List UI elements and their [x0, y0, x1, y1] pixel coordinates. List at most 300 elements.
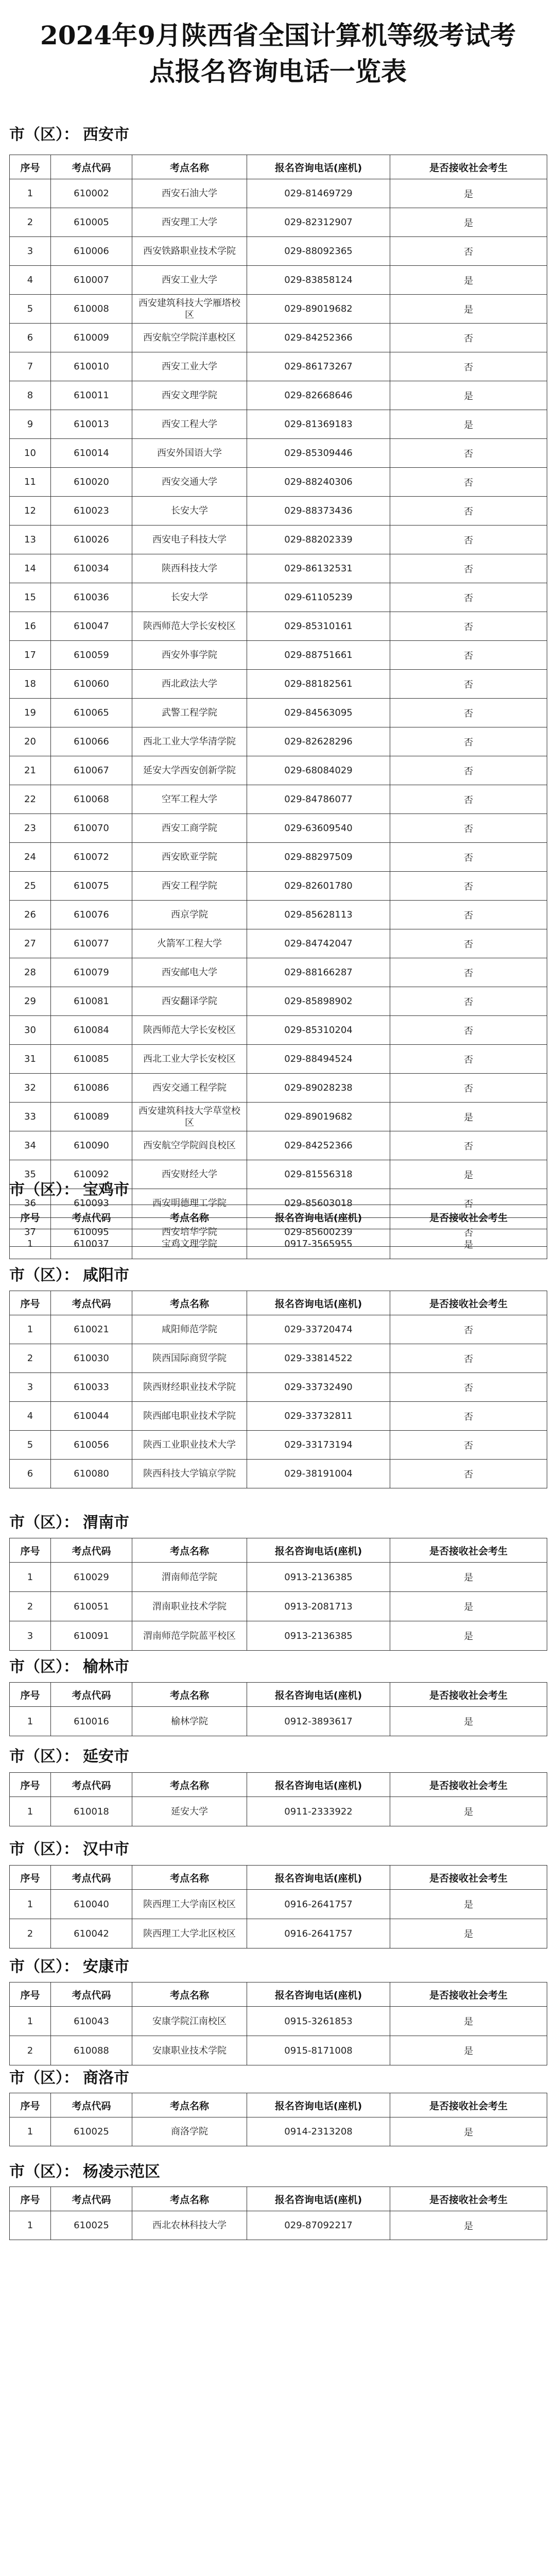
table-row [10, 641, 547, 670]
cell-phone: 029-61105239 [247, 583, 390, 612]
cell-code: 610086 [51, 1074, 132, 1103]
table-row [10, 987, 547, 1016]
cell-code: 610090 [51, 1131, 132, 1160]
cell-code: 610051 [51, 1592, 132, 1621]
cell-seq: 33 [10, 1103, 51, 1131]
header-seq: 序号 [10, 1982, 51, 2007]
cell-accept: 是 [390, 295, 547, 324]
cell-seq: 14 [10, 554, 51, 583]
city-name: 咸阳市 [83, 1266, 129, 1284]
cell-name: 西安交通大学 [132, 468, 247, 497]
exam-site-table [9, 1538, 547, 1651]
city-label-prefix: 市（区）： [9, 1181, 79, 1199]
cell-accept: 否 [390, 699, 547, 727]
cell-name: 西安建筑科技大学草堂校区 [132, 1103, 247, 1131]
cell-accept: 否 [390, 1344, 547, 1373]
cell-code: 610043 [51, 2007, 132, 2036]
cell-accept: 是 [390, 1592, 547, 1621]
table-row [10, 756, 547, 785]
cell-accept: 否 [390, 1431, 547, 1460]
cell-code: 610060 [51, 670, 132, 699]
cell-accept: 否 [390, 1074, 547, 1103]
cell-accept: 否 [390, 1218, 547, 1247]
cell-code: 610067 [51, 756, 132, 785]
cell-name: 西安外国语大学 [132, 439, 247, 468]
cell-code: 610018 [51, 1797, 132, 1826]
header-code: 考点代码 [51, 1538, 132, 1563]
header-seq: 序号 [10, 155, 51, 179]
cell-seq: 13 [10, 526, 51, 554]
cell-phone: 029-84252366 [247, 324, 390, 352]
cell-phone: 029-33732490 [247, 1373, 390, 1402]
cell-code: 610044 [51, 1402, 132, 1431]
exam-site-table [9, 1982, 547, 2065]
cell-name: 西北工业大学长安校区 [132, 1045, 247, 1074]
header-accept: 是否接收社会考生 [390, 2187, 547, 2211]
cell-code: 610008 [51, 295, 132, 324]
exam-site-table [9, 1205, 547, 1259]
table-header-row [10, 1982, 547, 2007]
table-row [10, 1431, 547, 1460]
cell-code: 610010 [51, 352, 132, 381]
table-row [10, 468, 547, 497]
city-label [9, 1954, 129, 1976]
city-label-prefix: 市（区）： [9, 2163, 79, 2181]
table-row [10, 2117, 547, 2146]
cell-phone: 029-88092365 [247, 237, 390, 266]
table-header-row [10, 1205, 547, 1229]
cell-name: 西安明德理工学院 [132, 1189, 247, 1218]
cell-name: 陕西财经职业技术学院 [132, 1373, 247, 1402]
cell-name: 延安大学西安创新学院 [132, 756, 247, 785]
cell-phone: 029-88494524 [247, 1045, 390, 1074]
cell-seq: 23 [10, 814, 51, 843]
header-code: 考点代码 [51, 1205, 132, 1229]
cell-code: 610080 [51, 1460, 132, 1488]
cell-accept: 否 [390, 814, 547, 843]
cell-seq: 5 [10, 295, 51, 324]
cell-accept: 是 [390, 1919, 547, 1948]
cell-name: 西安铁路职业技术学院 [132, 237, 247, 266]
table-header-row [10, 155, 547, 179]
table-header-row [10, 1291, 547, 1315]
header-accept: 是否接收社会考生 [390, 1683, 547, 1707]
cell-seq: 16 [10, 612, 51, 641]
cell-phone: 029-33814522 [247, 1344, 390, 1373]
cell-accept: 否 [390, 1131, 547, 1160]
header-name: 考点名称 [132, 1683, 247, 1707]
cell-seq: 35 [10, 1160, 51, 1189]
cell-accept: 否 [390, 843, 547, 872]
cell-seq: 6 [10, 1460, 51, 1488]
cell-seq: 8 [10, 381, 51, 410]
table-row [10, 1344, 547, 1373]
cell-name: 西安电子科技大学 [132, 526, 247, 554]
table-row [10, 2007, 547, 2036]
cell-name: 西安理工大学 [132, 208, 247, 237]
city-label-prefix: 市（区）： [9, 1748, 79, 1766]
header-code: 考点代码 [51, 2093, 132, 2117]
table-header-row [10, 2187, 547, 2211]
header-phone: 报名咨询电话(座机) [247, 1982, 390, 2007]
cell-seq: 1 [10, 1563, 51, 1592]
cell-seq: 17 [10, 641, 51, 670]
header-phone: 报名咨询电话(座机) [247, 155, 390, 179]
cell-seq: 3 [10, 1621, 51, 1651]
cell-name: 西安文理学院 [132, 381, 247, 410]
cell-accept: 是 [390, 1160, 547, 1189]
cell-seq: 20 [10, 727, 51, 756]
cell-accept: 否 [390, 1315, 547, 1344]
table-row [10, 872, 547, 901]
cell-code: 610077 [51, 929, 132, 958]
city-label-prefix: 市（区）： [9, 2069, 79, 2087]
cell-accept: 否 [390, 670, 547, 699]
exam-site-table [9, 1772, 547, 1826]
exam-site-table [9, 2187, 547, 2240]
cell-name: 西安邮电大学 [132, 958, 247, 987]
cell-phone: 0917-3565955 [247, 1229, 390, 1259]
header-name: 考点名称 [132, 1205, 247, 1229]
cell-name: 安康学院江南校区 [132, 2007, 247, 2036]
cell-phone: 029-33720474 [247, 1315, 390, 1344]
cell-name: 西安培华学院 [132, 1218, 247, 1247]
table-row [10, 583, 547, 612]
header-seq: 序号 [10, 1683, 51, 1707]
cell-phone: 029-88202339 [247, 526, 390, 554]
cell-seq: 3 [10, 1373, 51, 1402]
cell-code: 610076 [51, 901, 132, 929]
cell-code: 610025 [51, 2117, 132, 2146]
cell-seq: 34 [10, 1131, 51, 1160]
header-name: 考点名称 [132, 1866, 247, 1890]
table-row [10, 1402, 547, 1431]
cell-phone: 029-82601780 [247, 872, 390, 901]
city-label-prefix: 市（区）： [9, 1958, 79, 1976]
table-row [10, 612, 547, 641]
cell-accept: 是 [390, 2007, 547, 2036]
cell-accept: 否 [390, 612, 547, 641]
table-row [10, 439, 547, 468]
city-name: 安康市 [83, 1958, 129, 1976]
cell-name: 西京学院 [132, 901, 247, 929]
cell-accept: 是 [390, 2211, 547, 2240]
cell-name: 榆林学院 [132, 1707, 247, 1736]
header-seq: 序号 [10, 2187, 51, 2211]
cell-seq: 1 [10, 1229, 51, 1259]
cell-name: 延安大学 [132, 1797, 247, 1826]
cell-phone: 0913-2136385 [247, 1563, 390, 1592]
cell-phone: 029-86173267 [247, 352, 390, 381]
header-seq: 序号 [10, 1866, 51, 1890]
cell-name: 武警工程学院 [132, 699, 247, 727]
cell-code: 610042 [51, 1919, 132, 1948]
table-row [10, 1373, 547, 1402]
cell-accept: 否 [390, 929, 547, 958]
cell-name: 西安航空学院阎良校区 [132, 1131, 247, 1160]
cell-seq: 4 [10, 266, 51, 295]
table-row [10, 352, 547, 381]
city-name: 汉中市 [83, 1840, 129, 1858]
header-phone: 报名咨询电话(座机) [247, 1205, 390, 1229]
cell-accept: 否 [390, 901, 547, 929]
cell-code: 610068 [51, 785, 132, 814]
table-row [10, 1229, 547, 1259]
cell-name: 西安财经大学 [132, 1160, 247, 1189]
cell-phone: 029-88182561 [247, 670, 390, 699]
title-line-2: 点报名咨询电话一览表 [149, 56, 407, 87]
cell-accept: 是 [390, 2036, 547, 2065]
cell-seq: 32 [10, 1074, 51, 1103]
header-name: 考点名称 [132, 1982, 247, 2007]
cell-name: 长安大学 [132, 583, 247, 612]
cell-name: 商洛学院 [132, 2117, 247, 2146]
cell-accept: 是 [390, 1890, 547, 1919]
header-phone: 报名咨询电话(座机) [247, 1683, 390, 1707]
header-phone: 报名咨询电话(座机) [247, 2093, 390, 2117]
table-row [10, 843, 547, 872]
cell-accept: 是 [390, 208, 547, 237]
cell-phone: 029-85310204 [247, 1016, 390, 1045]
table-row [10, 929, 547, 958]
cell-phone: 029-82668646 [247, 381, 390, 410]
cell-code: 610021 [51, 1315, 132, 1344]
header-code: 考点代码 [51, 1773, 132, 1797]
cell-seq: 12 [10, 497, 51, 526]
cell-phone: 029-89028238 [247, 1074, 390, 1103]
cell-code: 610066 [51, 727, 132, 756]
table-row [10, 785, 547, 814]
table-header-row [10, 1683, 547, 1707]
city-name: 杨凌示范区 [83, 2163, 160, 2181]
city-name: 榆林市 [83, 1658, 129, 1676]
cell-accept: 否 [390, 554, 547, 583]
cell-accept: 是 [390, 1563, 547, 1592]
cell-name: 西北政法大学 [132, 670, 247, 699]
table-row [10, 1563, 547, 1592]
table-row [10, 1460, 547, 1488]
cell-code: 610079 [51, 958, 132, 987]
cell-code: 610092 [51, 1160, 132, 1189]
header-code: 考点代码 [51, 1683, 132, 1707]
table-row [10, 699, 547, 727]
cell-code: 610007 [51, 266, 132, 295]
cell-name: 陕西科技大学 [132, 554, 247, 583]
cell-accept: 是 [390, 2117, 547, 2146]
cell-phone: 029-89019682 [247, 295, 390, 324]
cell-accept: 否 [390, 497, 547, 526]
cell-phone: 029-85898902 [247, 987, 390, 1016]
cell-phone: 0913-2136385 [247, 1621, 390, 1651]
cell-code: 610002 [51, 179, 132, 208]
exam-site-table [9, 1865, 547, 1948]
cell-seq: 22 [10, 785, 51, 814]
cell-seq: 1 [10, 179, 51, 208]
cell-seq: 25 [10, 872, 51, 901]
title-line-1: 2024年9月陕西省全国计算机等级考试考 [40, 20, 516, 50]
exam-site-table [9, 155, 547, 1247]
cell-phone: 029-88166287 [247, 958, 390, 987]
cell-code: 610016 [51, 1707, 132, 1736]
header-seq: 序号 [10, 1291, 51, 1315]
cell-seq: 1 [10, 2007, 51, 2036]
cell-code: 610029 [51, 1563, 132, 1592]
cell-seq: 2 [10, 1919, 51, 1948]
header-name: 考点名称 [132, 2093, 247, 2117]
cell-phone: 029-85603018 [247, 1189, 390, 1218]
city-label [9, 1836, 129, 1859]
table-row [10, 179, 547, 208]
cell-seq: 30 [10, 1016, 51, 1045]
table-row [10, 1621, 547, 1651]
cell-seq: 1 [10, 1890, 51, 1919]
cell-name: 西安航空学院洋惠校区 [132, 324, 247, 352]
cell-name: 西安交通工程学院 [132, 1074, 247, 1103]
cell-code: 610040 [51, 1890, 132, 1919]
cell-name: 咸阳师范学院 [132, 1315, 247, 1344]
cell-name: 长安大学 [132, 497, 247, 526]
cell-phone: 029-88373436 [247, 497, 390, 526]
cell-seq: 37 [10, 1218, 51, 1247]
header-accept: 是否接收社会考生 [390, 1538, 547, 1563]
cell-phone: 029-82628296 [247, 727, 390, 756]
header-seq: 序号 [10, 1538, 51, 1563]
table-row [10, 814, 547, 843]
cell-phone: 0912-3893617 [247, 1707, 390, 1736]
table-row [10, 381, 547, 410]
table-row [10, 1016, 547, 1045]
table-row [10, 670, 547, 699]
cell-name: 西安工程学院 [132, 872, 247, 901]
cell-accept: 否 [390, 1045, 547, 1074]
cell-code: 610075 [51, 872, 132, 901]
cell-phone: 029-33732811 [247, 1402, 390, 1431]
cell-phone: 029-88751661 [247, 641, 390, 670]
city-label [9, 1654, 129, 1676]
table-header-row [10, 1538, 547, 1563]
cell-accept: 否 [390, 987, 547, 1016]
cell-accept: 否 [390, 727, 547, 756]
cell-phone: 029-81469729 [247, 179, 390, 208]
cell-seq: 31 [10, 1045, 51, 1074]
table-row [10, 901, 547, 929]
header-accept: 是否接收社会考生 [390, 2093, 547, 2117]
cell-code: 610081 [51, 987, 132, 1016]
city-name: 商洛市 [83, 2069, 129, 2087]
header-accept: 是否接收社会考生 [390, 1291, 547, 1315]
cell-accept: 否 [390, 958, 547, 987]
city-label [9, 1510, 129, 1532]
cell-code: 610065 [51, 699, 132, 727]
table-row [10, 208, 547, 237]
cell-seq: 11 [10, 468, 51, 497]
city-name: 延安市 [83, 1748, 129, 1766]
city-label [9, 1177, 129, 1199]
cell-seq: 1 [10, 2211, 51, 2240]
cell-seq: 10 [10, 439, 51, 468]
cell-code: 610033 [51, 1373, 132, 1402]
cell-seq: 7 [10, 352, 51, 381]
cell-accept: 否 [390, 756, 547, 785]
cell-code: 610034 [51, 554, 132, 583]
cell-phone: 029-84252366 [247, 1131, 390, 1160]
cell-name: 渭南师范学院蓝平校区 [132, 1621, 247, 1651]
city-label [9, 2065, 129, 2088]
table-row [10, 1131, 547, 1160]
cell-phone: 0913-2081713 [247, 1592, 390, 1621]
cell-code: 610005 [51, 208, 132, 237]
cell-name: 陕西理工大学南区校区 [132, 1890, 247, 1919]
cell-name: 西安欧亚学院 [132, 843, 247, 872]
cell-phone: 0916-2641757 [247, 1890, 390, 1919]
table-header-row [10, 1773, 547, 1797]
cell-phone: 029-81369183 [247, 410, 390, 439]
table-row [10, 2211, 547, 2240]
exam-site-table [9, 2093, 547, 2146]
cell-code: 610091 [51, 1621, 132, 1651]
city-label-prefix: 市（区）： [9, 1266, 79, 1284]
table-row [10, 237, 547, 266]
header-phone: 报名咨询电话(座机) [247, 1866, 390, 1890]
cell-seq: 2 [10, 208, 51, 237]
cell-code: 610013 [51, 410, 132, 439]
table-row [10, 526, 547, 554]
cell-seq: 5 [10, 1431, 51, 1460]
cell-name: 西安工业大学 [132, 266, 247, 295]
cell-phone: 0915-8171008 [247, 2036, 390, 2065]
cell-phone: 029-88240306 [247, 468, 390, 497]
cell-accept: 否 [390, 324, 547, 352]
cell-name: 西安工业大学 [132, 352, 247, 381]
cell-accept: 否 [390, 439, 547, 468]
header-phone: 报名咨询电话(座机) [247, 1773, 390, 1797]
cell-accept: 是 [390, 1797, 547, 1826]
cell-accept: 否 [390, 583, 547, 612]
cell-seq: 15 [10, 583, 51, 612]
cell-code: 610093 [51, 1189, 132, 1218]
cell-code: 610020 [51, 468, 132, 497]
cell-code: 610023 [51, 497, 132, 526]
cell-phone: 029-89019682 [247, 1103, 390, 1131]
table-row [10, 1707, 547, 1736]
cell-accept: 否 [390, 641, 547, 670]
cell-phone: 029-68084029 [247, 756, 390, 785]
cell-accept: 否 [390, 352, 547, 381]
city-label-prefix: 市（区）： [9, 1658, 79, 1676]
table-row [10, 497, 547, 526]
cell-phone: 029-88297509 [247, 843, 390, 872]
cell-accept: 否 [390, 237, 547, 266]
table-row [10, 1797, 547, 1826]
cell-accept: 否 [390, 1373, 547, 1402]
table-header-row [10, 1866, 547, 1890]
cell-seq: 9 [10, 410, 51, 439]
cell-name: 西安建筑科技大学雁塔校区 [132, 295, 247, 324]
cell-code: 610059 [51, 641, 132, 670]
cell-name: 陕西科技大学镐京学院 [132, 1460, 247, 1488]
cell-phone: 0911-2333922 [247, 1797, 390, 1826]
cell-accept: 否 [390, 1460, 547, 1488]
cell-name: 陕西师范大学长安校区 [132, 612, 247, 641]
cell-phone: 029-63609540 [247, 814, 390, 843]
cell-phone: 029-84742047 [247, 929, 390, 958]
cell-name: 陕西师范大学长安校区 [132, 1016, 247, 1045]
header-name: 考点名称 [132, 155, 247, 179]
table-row [10, 266, 547, 295]
cell-accept: 否 [390, 526, 547, 554]
table-row [10, 295, 547, 324]
cell-name: 西安外事学院 [132, 641, 247, 670]
